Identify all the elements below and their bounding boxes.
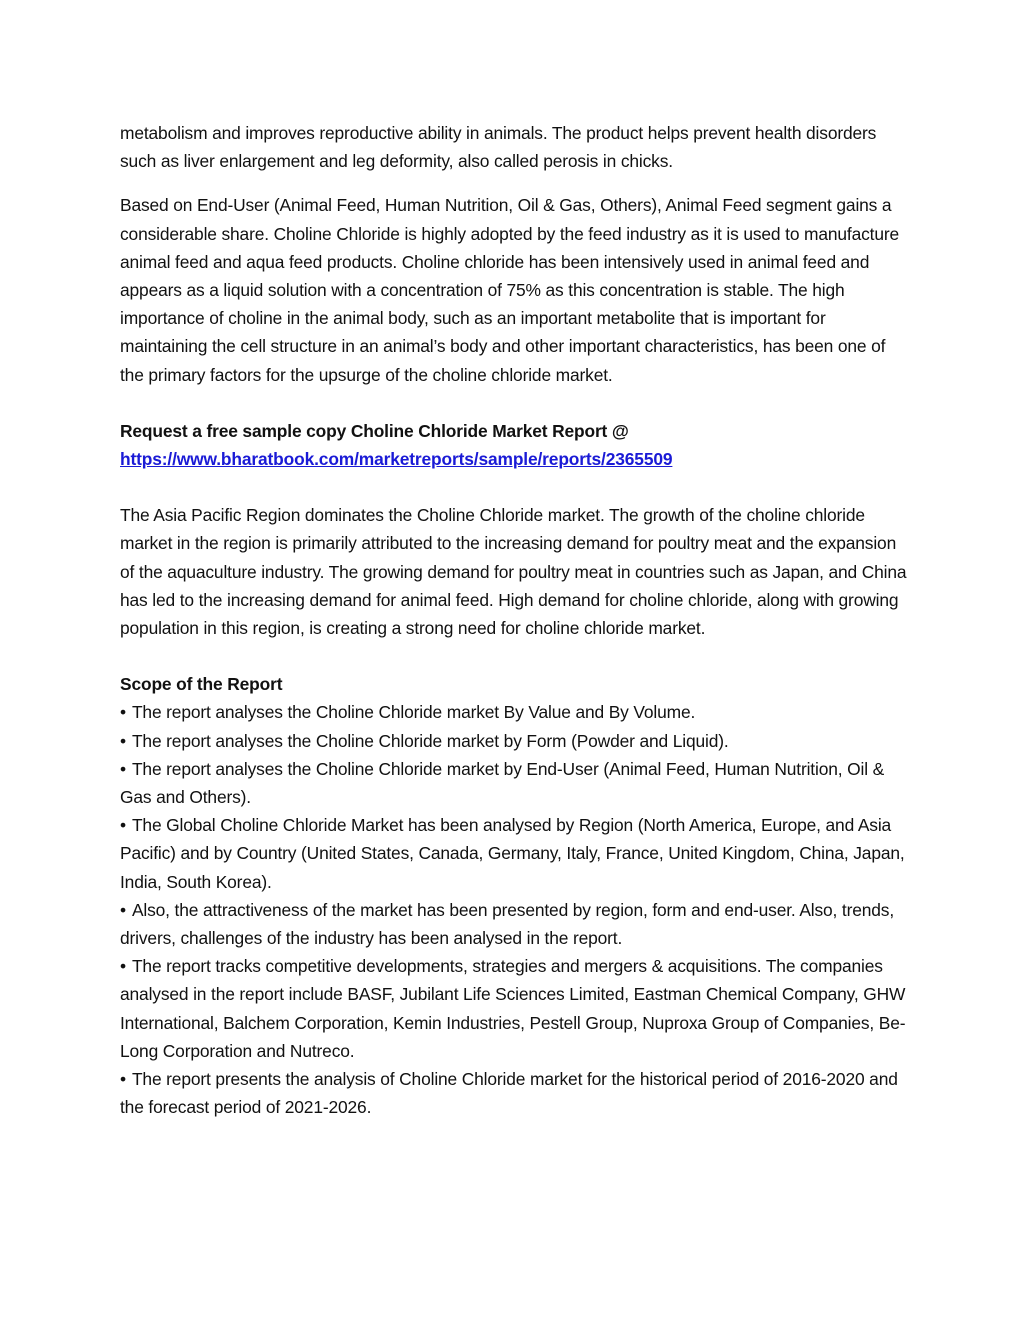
scope-item-text: The report analyses the Choline Chloride market by End-User (Animal Feed, Human Nutrition, Oil & Gas and Others). bbox=[120, 758, 885, 808]
scope-list-item bbox=[120, 1065, 910, 1121]
scope-item-text: The report presents the analysis of Choline Chloride market for the historical period of 2016-2020 and the forecast period of 2021-2026. bbox=[120, 1069, 898, 1118]
scope-list-item bbox=[120, 952, 910, 1065]
scope-item-text: The report tracks competitive developments, strategies and mergers & acquisitions. The companies analysed in the report include BASF, Jubilant Life Sciences Limited, Eastman Chemical Company, GHW International, Balchem Corporation, Kemin Industries, Pestell Group, Nuproxa Group of Companies, Be-Long Corporation and Nutreco. bbox=[120, 956, 906, 1061]
bullet-icon: • bbox=[120, 1069, 126, 1090]
paragraph-spacer bbox=[120, 175, 910, 191]
sample-request-block bbox=[120, 417, 910, 473]
scope-list-item bbox=[120, 811, 910, 896]
scope-list-item bbox=[120, 896, 910, 952]
scope-list-item bbox=[120, 755, 910, 811]
scope-item-text: The Global Choline Chloride Market has been analysed by Region (North America, Europe, and Asia Pacific) and by Country (United States, Canada, Germany, Italy, France, United Kingdom, China, Japan, India, South Korea). bbox=[120, 815, 905, 892]
paragraph-end-user: Based on End-User (Animal Feed, Human Nutrition, Oil & Gas, Others), Animal Feed segment gains a considerable share. Choline Chloride is highly adopted by the feed industry as it is used to manufacture animal feed and aqua feed products. Choline chloride has been intensively used in animal feed and appears as a liquid solution with a concentration of 75% as this concentration is stable. The high importance of choline in the animal body, such as an important metabolite that is important for maintaining the cell structure in an animal’s body and other important characteristics, has been one of the primary factors for the upsurge of the choline chloride market. bbox=[120, 195, 900, 385]
scope-list bbox=[120, 698, 910, 1121]
bullet-icon: • bbox=[120, 956, 126, 977]
paragraph-asia-pacific: The Asia Pacific Region dominates the Choline Chloride market. The growth of the choline chloride market in the region is primarily attributed to the increasing demand for poultry meat and the expansion of the aquaculture industry. The growing demand for poultry meat in countries such as Japan, and China has led to the increasing demand for animal feed. High demand for choline chloride, along with growing population in this region, is creating a strong need for choline chloride market. bbox=[120, 505, 907, 639]
scope-item-text: Also, the attractiveness of the market has been presented by region, form and end-user. Also, trends, drivers, challenges of the industry has been analysed in the report. bbox=[120, 899, 895, 949]
scope-heading: Scope of the Report bbox=[120, 674, 283, 695]
scope-item-text: The report analyses the Choline Chloride market By Value and By Volume. bbox=[131, 702, 696, 723]
paragraph-spacer bbox=[120, 473, 910, 501]
bullet-icon: • bbox=[120, 758, 126, 779]
document-page bbox=[120, 119, 910, 1122]
sample-request-label: Request a free sample copy Choline Chloride Market Report @ bbox=[120, 420, 629, 441]
bullet-icon: • bbox=[120, 815, 126, 836]
sample-request-link[interactable]: https://www.bharatbook.com/marketreports/sample/reports/2365509 bbox=[120, 449, 673, 470]
scope-item-text: The report analyses the Choline Chloride market by Form (Powder and Liquid). bbox=[131, 730, 729, 751]
bullet-icon: • bbox=[120, 730, 126, 751]
bullet-icon: • bbox=[120, 702, 126, 723]
scope-list-item bbox=[120, 727, 910, 755]
scope-section bbox=[120, 670, 910, 1121]
paragraph-spacer bbox=[120, 389, 910, 417]
bullet-icon: • bbox=[120, 899, 126, 920]
paragraph-spacer bbox=[120, 642, 910, 670]
paragraph-intro-continuation: metabolism and improves reproductive ability in animals. The product helps prevent health disorders such as liver enlargement and leg deformity, also called perosis in chicks. bbox=[120, 123, 877, 172]
scope-list-item bbox=[120, 698, 910, 726]
